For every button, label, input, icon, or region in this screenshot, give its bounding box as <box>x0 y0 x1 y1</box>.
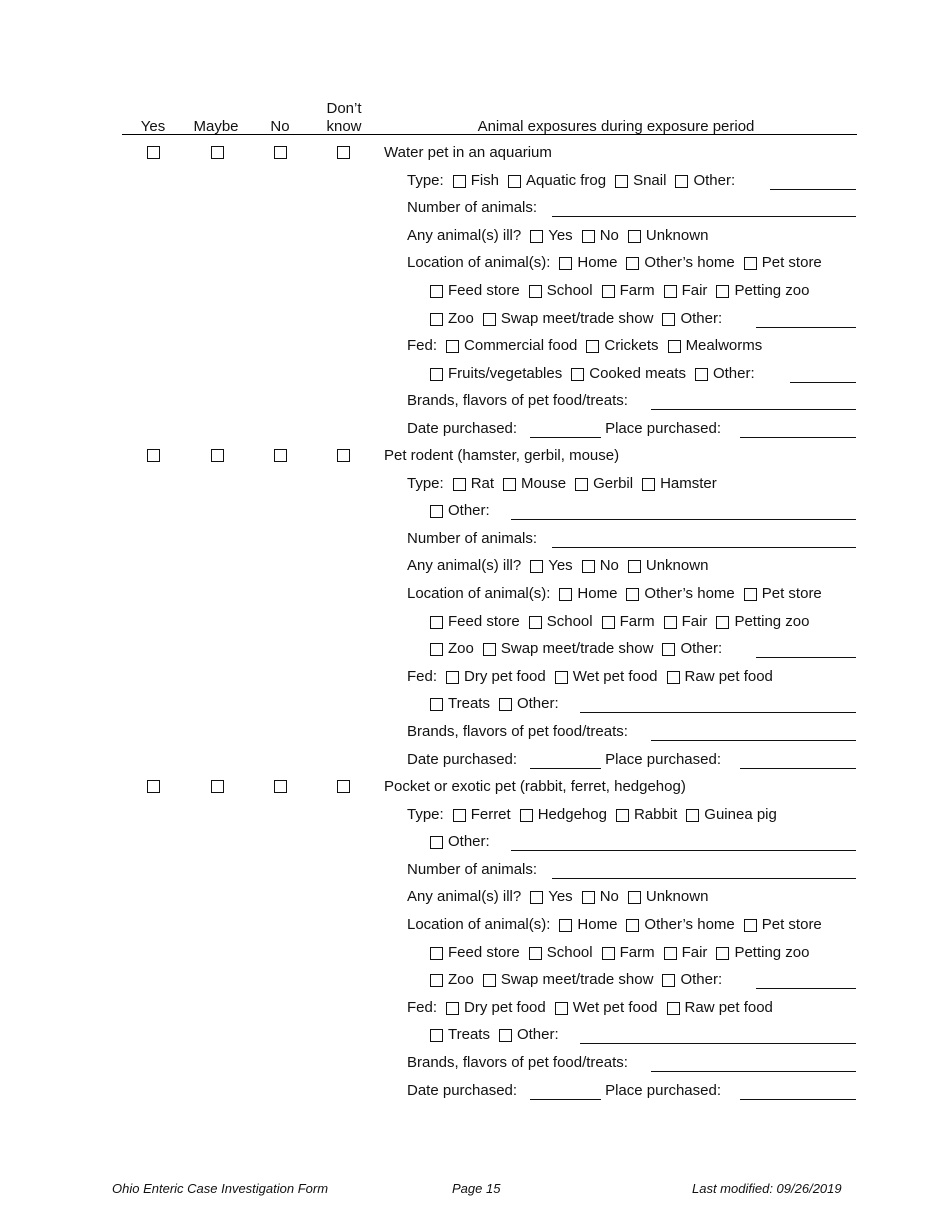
s1-loc-feed-store-checkbox[interactable] <box>430 285 443 298</box>
s1-answer-maybe-checkbox[interactable] <box>211 146 224 159</box>
s3-loc-other-line[interactable] <box>756 988 856 989</box>
s3-loc-others-home-label: Other’s home <box>644 916 735 933</box>
s2-date-label: Date purchased: <box>407 751 518 768</box>
s2-type-3-label: Hamster <box>660 475 717 492</box>
s2-ill-no-checkbox[interactable] <box>582 560 595 573</box>
s1-brands-row <box>407 391 628 411</box>
s1-type-other-line[interactable] <box>770 189 856 190</box>
s3-fed-2-label: Raw pet food <box>684 999 773 1016</box>
s2-type-other-row <box>430 501 490 521</box>
s2-answer-dont-know-checkbox[interactable] <box>337 449 350 462</box>
s1-ill-unknown-label: Unknown <box>645 227 709 244</box>
s1-number-label: Number of animals: <box>407 199 538 216</box>
s3-ill-row <box>407 887 708 907</box>
s1-loc-home-label: Home <box>577 254 618 271</box>
s2-ill-yes-checkbox[interactable] <box>530 560 543 573</box>
s2-ill-label: Any animal(s) ill? <box>407 557 522 574</box>
s2-fed-0-label: Dry pet food <box>464 668 546 685</box>
s2-loc-farm-label: Farm <box>619 613 655 630</box>
s1-date-line[interactable] <box>530 437 601 438</box>
s1-fed-1-label: Crickets <box>604 337 659 354</box>
s1-answer-no-checkbox[interactable] <box>274 146 287 159</box>
s2-fed-row-1 <box>407 667 773 687</box>
s2-loc-feed-store-checkbox[interactable] <box>430 616 443 629</box>
s2-brands-label: Brands, flavors of pet food/treats: <box>407 723 628 740</box>
s1-location-label: Location of animal(s): <box>407 254 551 271</box>
s3-brands-label: Brands, flavors of pet food/treats: <box>407 1054 628 1071</box>
s1-title: Water pet in an aquarium <box>384 144 552 161</box>
s1-location-row-2 <box>430 281 810 301</box>
s1-type-other-label: Other: <box>693 172 736 189</box>
s3-type-2-checkbox[interactable] <box>616 809 629 822</box>
s2-loc-pet-store-checkbox[interactable] <box>744 588 757 601</box>
s3-number-label: Number of animals: <box>407 861 538 878</box>
s1-ill-label: Any animal(s) ill? <box>407 227 522 244</box>
s2-fed-other-checkbox[interactable] <box>499 698 512 711</box>
s1-brands-line[interactable] <box>651 409 856 410</box>
s1-fed-2-checkbox[interactable] <box>668 340 681 353</box>
s1-fed-2-label: Mealworms <box>685 337 763 354</box>
col-header-title: Animal exposures during exposure period <box>477 118 755 135</box>
s1-fed-1-checkbox[interactable] <box>586 340 599 353</box>
s1-place-label: Place purchased: <box>605 420 721 437</box>
s2-ill-row <box>407 556 708 576</box>
s1-loc-petting-zoo-checkbox[interactable] <box>716 285 729 298</box>
s3-ill-label: Any animal(s) ill? <box>407 888 522 905</box>
s2-loc-others-home-label: Other’s home <box>644 585 735 602</box>
s1-fed2-1-checkbox[interactable] <box>571 368 584 381</box>
s2-location-row-3 <box>430 639 722 659</box>
s3-fed2-0-checkbox[interactable] <box>430 1029 443 1042</box>
s2-ill-no-label: No <box>599 557 619 574</box>
s2-type-3-checkbox[interactable] <box>642 478 655 491</box>
s2-type-0-label: Rat <box>470 475 495 492</box>
s1-answer-dont-know-checkbox[interactable] <box>337 146 350 159</box>
s3-location-label: Location of animal(s): <box>407 916 551 933</box>
s3-location-row-1 <box>407 915 822 935</box>
col-header-yes: Yes <box>140 118 166 135</box>
s2-purchase-row <box>407 750 721 770</box>
s2-fed2-0-checkbox[interactable] <box>430 698 443 711</box>
s2-fed-other-label: Other: <box>516 695 559 712</box>
s3-fed-1-label: Wet pet food <box>572 999 658 1016</box>
s2-loc-feed-store-label: Feed store <box>448 613 520 630</box>
s3-type-other-row <box>430 832 490 852</box>
s1-loc-swap-meet-checkbox[interactable] <box>483 313 496 326</box>
s3-location-row-2 <box>430 943 810 963</box>
s3-brands-line[interactable] <box>651 1071 856 1072</box>
s2-fed-label: Fed: <box>407 668 438 685</box>
s3-answer-dont-know-checkbox[interactable] <box>337 780 350 793</box>
s1-purchase-row <box>407 419 721 439</box>
s1-ill-unknown-checkbox[interactable] <box>628 230 641 243</box>
s1-location-row-3 <box>430 309 722 329</box>
s1-date-label: Date purchased: <box>407 420 518 437</box>
header-rule <box>122 134 857 135</box>
s1-fed-0-checkbox[interactable] <box>446 340 459 353</box>
s3-loc-pet-store-checkbox[interactable] <box>744 919 757 932</box>
s1-loc-school-label: School <box>546 282 593 299</box>
s2-number-row <box>407 529 537 549</box>
s2-location-row-2 <box>430 612 810 632</box>
s3-type-label: Type: <box>407 806 444 823</box>
s3-type-1-label: Hedgehog <box>537 806 607 823</box>
s2-loc-other-line[interactable] <box>756 657 856 658</box>
s3-date-label: Date purchased: <box>407 1082 518 1099</box>
s1-answer-yes-checkbox[interactable] <box>147 146 160 159</box>
s3-ill-no-label: No <box>599 888 619 905</box>
s3-loc-zoo-label: Zoo <box>448 971 474 988</box>
s1-fed-label: Fed: <box>407 337 438 354</box>
s2-ill-unknown-checkbox[interactable] <box>628 560 641 573</box>
s2-loc-school-checkbox[interactable] <box>529 616 542 629</box>
s2-loc-farm-checkbox[interactable] <box>602 616 615 629</box>
s2-loc-swap-meet-label: Swap meet/trade show <box>500 640 654 657</box>
s1-loc-fair-checkbox[interactable] <box>664 285 677 298</box>
s3-loc-school-label: School <box>546 944 593 961</box>
s3-ill-no-checkbox[interactable] <box>582 891 595 904</box>
s3-type-other-checkbox[interactable] <box>430 836 443 849</box>
s2-fed-row-2 <box>430 694 559 714</box>
s1-loc-school-checkbox[interactable] <box>529 285 542 298</box>
s2-answer-no-checkbox[interactable] <box>274 449 287 462</box>
s2-loc-zoo-label: Zoo <box>448 640 474 657</box>
s3-loc-zoo-checkbox[interactable] <box>430 974 443 987</box>
s3-type-other-label: Other: <box>448 833 490 850</box>
s2-place-line[interactable] <box>740 768 856 769</box>
s3-answer-no-checkbox[interactable] <box>274 780 287 793</box>
s1-type-0-label: Fish <box>470 172 500 189</box>
s1-loc-pet-store-checkbox[interactable] <box>744 257 757 270</box>
s3-brands-row <box>407 1053 628 1073</box>
s2-type-label: Type: <box>407 475 444 492</box>
s3-loc-farm-checkbox[interactable] <box>602 947 615 960</box>
s3-loc-school-checkbox[interactable] <box>529 947 542 960</box>
s2-loc-petting-zoo-checkbox[interactable] <box>716 616 729 629</box>
s2-location-row-1 <box>407 584 822 604</box>
s2-loc-school-label: School <box>546 613 593 630</box>
s2-type-1-checkbox[interactable] <box>503 478 516 491</box>
s2-fed-1-label: Wet pet food <box>572 668 658 685</box>
s3-type-3-label: Guinea pig <box>704 806 777 823</box>
s2-answer-maybe-checkbox[interactable] <box>211 449 224 462</box>
s3-type-1-checkbox[interactable] <box>520 809 533 822</box>
s1-loc-others-home-label: Other’s home <box>644 254 735 271</box>
s3-loc-petting-zoo-label: Petting zoo <box>734 944 810 961</box>
s3-loc-other-checkbox[interactable] <box>662 974 675 987</box>
s2-loc-fair-label: Fair <box>681 613 708 630</box>
s1-fed-row-2 <box>430 364 755 384</box>
s2-type-0-checkbox[interactable] <box>453 478 466 491</box>
s3-number-line[interactable] <box>552 878 856 879</box>
s3-type-3-checkbox[interactable] <box>686 809 699 822</box>
s3-loc-swap-meet-checkbox[interactable] <box>483 974 496 987</box>
s3-loc-other-label: Other: <box>680 971 723 988</box>
s3-fed-other-line[interactable] <box>580 1043 856 1044</box>
s1-fed-row-1 <box>407 336 762 356</box>
s2-answer-yes-checkbox[interactable] <box>147 449 160 462</box>
s3-ill-yes-checkbox[interactable] <box>530 891 543 904</box>
s2-loc-home-checkbox[interactable] <box>559 588 572 601</box>
s1-loc-feed-store-label: Feed store <box>448 282 520 299</box>
col-header-no: No <box>270 118 290 135</box>
s3-loc-petting-zoo-checkbox[interactable] <box>716 947 729 960</box>
s3-fed-0-checkbox[interactable] <box>446 1002 459 1015</box>
s1-type-1-label: Aquatic frog <box>526 172 607 189</box>
s1-loc-other-line[interactable] <box>756 327 856 328</box>
s1-brands-label: Brands, flavors of pet food/treats: <box>407 392 628 409</box>
s2-fed-2-checkbox[interactable] <box>667 671 680 684</box>
s3-fed-0-label: Dry pet food <box>464 999 546 1016</box>
s1-type-row <box>407 171 735 191</box>
s1-fed-other-line[interactable] <box>790 382 856 383</box>
s2-fed2-0-label: Treats <box>448 695 490 712</box>
s3-type-0-label: Ferret <box>470 806 511 823</box>
s3-ill-yes-label: Yes <box>548 888 573 905</box>
s1-loc-pet-store-label: Pet store <box>761 254 822 271</box>
s3-type-2-label: Rabbit <box>633 806 678 823</box>
footer-form-name: Ohio Enteric Case Investigation Form <box>112 1181 329 1196</box>
s3-place-label: Place purchased: <box>605 1082 721 1099</box>
s2-loc-other-checkbox[interactable] <box>662 643 675 656</box>
s3-location-row-3 <box>430 970 722 990</box>
s3-fed2-0-label: Treats <box>448 1026 490 1043</box>
s2-fed-other-line[interactable] <box>580 712 856 713</box>
s2-place-label: Place purchased: <box>605 751 721 768</box>
s2-type-1-label: Mouse <box>521 475 567 492</box>
s3-fed-other-checkbox[interactable] <box>499 1029 512 1042</box>
s2-loc-petting-zoo-label: Petting zoo <box>734 613 810 630</box>
s1-type-1-checkbox[interactable] <box>508 175 521 188</box>
s3-purchase-row <box>407 1081 721 1101</box>
s1-number-row <box>407 198 537 218</box>
s1-loc-other-checkbox[interactable] <box>662 313 675 326</box>
s3-fed-label: Fed: <box>407 999 438 1016</box>
s2-title: Pet rodent (hamster, gerbil, mouse) <box>384 447 620 464</box>
s2-fed-0-checkbox[interactable] <box>446 671 459 684</box>
s3-loc-feed-store-label: Feed store <box>448 944 520 961</box>
s2-number-line[interactable] <box>552 547 856 548</box>
s3-loc-swap-meet-label: Swap meet/trade show <box>500 971 654 988</box>
s3-ill-unknown-checkbox[interactable] <box>628 891 641 904</box>
s3-loc-feed-store-checkbox[interactable] <box>430 947 443 960</box>
s1-fed-other-checkbox[interactable] <box>695 368 708 381</box>
s1-loc-other-label: Other: <box>680 310 723 327</box>
s1-place-line[interactable] <box>740 437 856 438</box>
s3-fed-2-checkbox[interactable] <box>667 1002 680 1015</box>
s3-loc-pet-store-label: Pet store <box>761 916 822 933</box>
s1-loc-swap-meet-label: Swap meet/trade show <box>500 310 654 327</box>
s2-type-2-checkbox[interactable] <box>575 478 588 491</box>
s3-place-line[interactable] <box>740 1099 856 1100</box>
s3-type-row <box>407 805 777 825</box>
s3-type-0-checkbox[interactable] <box>453 809 466 822</box>
s3-fed-other-label: Other: <box>516 1026 559 1043</box>
s1-number-line[interactable] <box>552 216 856 217</box>
s1-fed2-0-checkbox[interactable] <box>430 368 443 381</box>
s1-fed-other-label: Other: <box>712 365 755 382</box>
s1-loc-petting-zoo-label: Petting zoo <box>734 282 810 299</box>
s1-loc-zoo-label: Zoo <box>448 310 474 327</box>
s3-ill-unknown-label: Unknown <box>645 888 709 905</box>
s1-type-0-checkbox[interactable] <box>453 175 466 188</box>
s1-location-row-1 <box>407 253 822 273</box>
s2-loc-other-label: Other: <box>680 640 723 657</box>
s1-loc-fair-label: Fair <box>681 282 708 299</box>
s1-loc-others-home-checkbox[interactable] <box>626 257 639 270</box>
s3-fed-row-1 <box>407 998 773 1018</box>
s2-ill-yes-label: Yes <box>548 557 573 574</box>
s3-fed-1-checkbox[interactable] <box>555 1002 568 1015</box>
s3-date-line[interactable] <box>530 1099 601 1100</box>
s1-type-other-checkbox[interactable] <box>675 175 688 188</box>
s1-loc-zoo-checkbox[interactable] <box>430 313 443 326</box>
s3-loc-fair-checkbox[interactable] <box>664 947 677 960</box>
s2-number-label: Number of animals: <box>407 530 538 547</box>
s1-loc-home-checkbox[interactable] <box>559 257 572 270</box>
s2-loc-swap-meet-checkbox[interactable] <box>483 643 496 656</box>
col-header-dont-know-line2: know <box>326 118 362 135</box>
s1-fed-0-label: Commercial food <box>464 337 578 354</box>
s2-loc-others-home-checkbox[interactable] <box>626 588 639 601</box>
s3-loc-farm-label: Farm <box>619 944 655 961</box>
s3-loc-home-label: Home <box>577 916 618 933</box>
footer-last-modified: Last modified: 09/26/2019 <box>692 1181 842 1196</box>
s3-loc-others-home-checkbox[interactable] <box>626 919 639 932</box>
s1-ill-no-label: No <box>599 227 619 244</box>
footer-page: Page 15 <box>452 1181 501 1196</box>
s3-answer-maybe-checkbox[interactable] <box>211 780 224 793</box>
col-header-dont-know-line1: Don’t <box>326 100 362 117</box>
s2-brands-line[interactable] <box>651 740 856 741</box>
s1-ill-yes-label: Yes <box>548 227 573 244</box>
s1-type-2-label: Snail <box>633 172 667 189</box>
s2-ill-unknown-label: Unknown <box>645 557 709 574</box>
s2-type-other-checkbox[interactable] <box>430 505 443 518</box>
s2-type-row <box>407 474 717 494</box>
s2-location-label: Location of animal(s): <box>407 585 551 602</box>
s3-type-other-line[interactable] <box>511 850 856 851</box>
s2-fed-1-checkbox[interactable] <box>555 671 568 684</box>
s3-fed-row-2 <box>430 1025 559 1045</box>
s3-loc-fair-label: Fair <box>681 944 708 961</box>
s1-type-2-checkbox[interactable] <box>615 175 628 188</box>
s2-loc-home-label: Home <box>577 585 618 602</box>
s2-loc-pet-store-label: Pet store <box>761 585 822 602</box>
col-header-maybe: Maybe <box>193 118 239 135</box>
s2-brands-row <box>407 722 628 742</box>
s2-type-2-label: Gerbil <box>593 475 634 492</box>
s3-number-row <box>407 860 537 880</box>
s2-loc-fair-checkbox[interactable] <box>664 616 677 629</box>
s2-type-other-line[interactable] <box>511 519 856 520</box>
s2-type-other-label: Other: <box>448 502 490 519</box>
s1-loc-farm-label: Farm <box>619 282 655 299</box>
s3-title: Pocket or exotic pet (rabbit, ferret, hedgehog) <box>384 778 686 795</box>
s2-loc-zoo-checkbox[interactable] <box>430 643 443 656</box>
s3-answer-yes-checkbox[interactable] <box>147 780 160 793</box>
s1-fed2-0-label: Fruits/vegetables <box>448 365 563 382</box>
s1-type-label: Type: <box>407 172 444 189</box>
s1-ill-yes-checkbox[interactable] <box>530 230 543 243</box>
s2-date-line[interactable] <box>530 768 601 769</box>
s1-ill-row <box>407 226 708 246</box>
s3-loc-home-checkbox[interactable] <box>559 919 572 932</box>
s1-fed2-1-label: Cooked meats <box>589 365 686 382</box>
s1-loc-farm-checkbox[interactable] <box>602 285 615 298</box>
s1-ill-no-checkbox[interactable] <box>582 230 595 243</box>
s2-fed-2-label: Raw pet food <box>684 668 773 685</box>
